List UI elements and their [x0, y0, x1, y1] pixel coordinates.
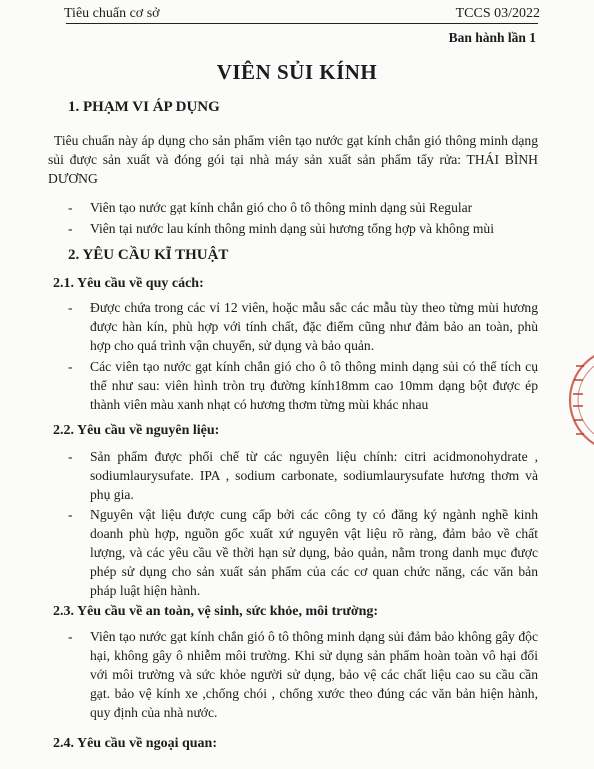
standard-type: Tiêu chuẩn cơ sở: [64, 6, 160, 21]
bullet-dash: -: [68, 359, 73, 374]
section-2-1-heading: 2.1. Yêu cầu về quy cách:: [53, 276, 204, 291]
section-2-heading: 2. YÊU CẦU KĨ THUẬT: [68, 247, 229, 263]
standard-code: TCCS 03/2022: [455, 6, 540, 21]
bullet-dash: -: [68, 507, 73, 522]
bullet-dash: -: [68, 300, 73, 315]
list-item: - Các viên tạo nước gạt kính chắn gió cho ô tô thông minh dạng sủi có thể tích cụ thể như sau: viên hình tròn trụ đường kính18mm cao 10mm dạng bột được ép thành viên màu xanh nhạt có hương thơm từng mùi khác nhau: [68, 359, 538, 412]
list-item: - Được chứa trong các vỉ 12 viên, hoặc mẫu sắc các mẫu tùy theo từng mùi hương được hàn kín, phù hợp với tính chất, đặc điểm cũng như đảm bảo an toàn, phù hợp cho quá trình vận chuyển, sử dụng và bảo quản.: [68, 300, 538, 353]
list-item: - Viên tại nước lau kính thông minh dạng sủi hương tổng hợp và không mùi: [68, 221, 494, 236]
edition-label: Ban hành lần 1: [448, 30, 536, 45]
section-1-intro: Tiêu chuẩn này áp dụng cho sản phẩm viên tạo nước gạt kính chắn gió thông minh dạng sủi được sản xuất và đóng gói tại nhà máy sản xuất sản phẩm tẩy rửa: THÁI BÌNH DƯƠNG: [48, 133, 538, 186]
list-item: - Viên tạo nước gạt kính chắn gió ô tô thông minh dạng sủi đảm bảo không gây độc hại, không gây ô nhiễm môi trường. Khi sử dụng sản phẩm hoàn toàn vô hại đối với môi trường và sức khỏe người sử dụng, bảo vệ các chất liệu cao su cầu cần gạt. bảo vệ kính xe ,chống chói , chống xước theo đúng các văn bản hiện hành, quy định của nhà nước.: [68, 629, 538, 720]
bullet-dash: -: [68, 629, 73, 644]
list-item: - Viên tạo nước gạt kính chắn gió cho ô tô thông minh dạng sủi Regular: [68, 200, 473, 215]
document-title: VIÊN SỦI KÍNH: [216, 60, 378, 84]
bullet-dash: -: [68, 200, 73, 215]
section-2-3-heading: 2.3. Yêu cầu về an toàn, vệ sinh, sức khỏe, môi trường:: [53, 604, 379, 619]
header-divider: [66, 23, 538, 24]
list-item: - Nguyên vật liệu được cung cấp bởi các công ty có đăng ký ngành nghề kinh doanh phù hợp, nguồn gốc xuất xứ nguyên vật liệu rõ ràng, đảm bảo về chất lượng, và các yêu cầu về thời hạn sử dụng, bảo quản, nằm trong danh mục được phép sử dụng cho sản xuất sản phẩm của các cơ quan chức năng, các văn bản pháp luật hiện hành.: [68, 507, 538, 598]
bullet-dash: -: [68, 221, 73, 236]
section-1-heading: 1. PHẠM VI ÁP DỤNG: [68, 99, 220, 115]
section-2-4-heading: 2.4. Yêu cầu về ngoại quan:: [53, 736, 218, 751]
section-2-2-heading: 2.2. Yêu cầu về nguyên liệu:: [53, 423, 220, 438]
list-item: - Sản phẩm được phối chế từ các nguyên liệu chính: citri acidmonohydrate , sodiumlaurysufate. IPA , sodium carbonate, sodiumlaurysufate hương thơm và phụ gia.: [68, 449, 538, 502]
red-stamp-fragment: [564, 345, 594, 455]
bullet-dash: -: [68, 449, 73, 464]
